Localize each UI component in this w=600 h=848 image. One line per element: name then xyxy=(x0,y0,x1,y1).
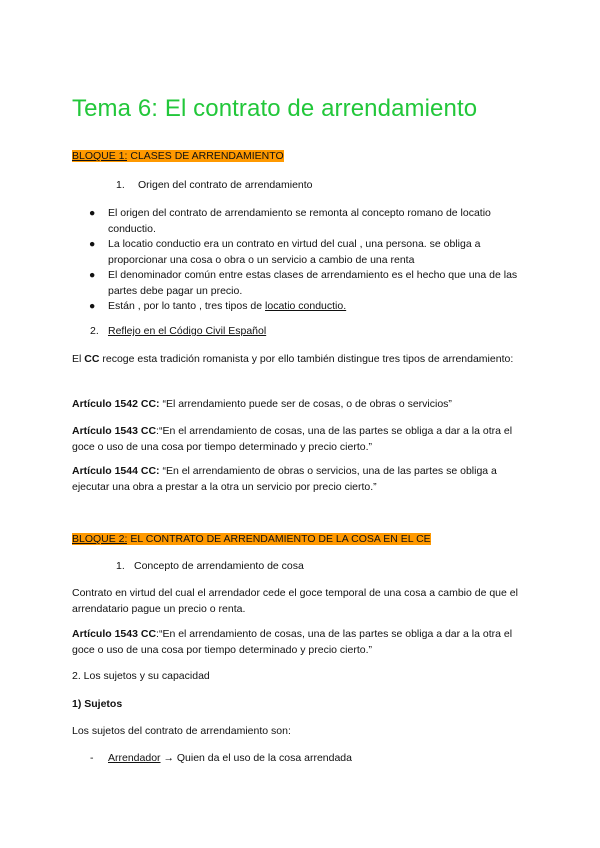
article-label: Artículo 1544 CC: xyxy=(72,465,160,477)
bloque2-tag: BLOQUE 2: xyxy=(72,533,128,545)
bullet-icon: ● xyxy=(89,300,96,312)
cc-pre: El xyxy=(72,353,85,365)
item2-1-label: Concepto de arrendamiento de cosa xyxy=(134,560,304,572)
arrendador-item xyxy=(108,751,352,765)
page-title: Tema 6: El contrato de arrendamiento xyxy=(72,95,478,122)
bloque2-title: EL CONTRATO DE ARRENDAMIENTO DE LA COSA EN EL CE xyxy=(127,533,431,545)
item2-1-number: 1. xyxy=(116,560,125,572)
article-label: Artículo 1542 CC: xyxy=(72,398,160,410)
bloque1-tag: BLOQUE 1: xyxy=(72,150,128,162)
bullet-text: El origen del contrato de arrendamiento se remonta al concepto romano de locatio conductio. xyxy=(108,207,491,235)
list-item xyxy=(72,299,532,315)
concept-paragraph: Contrato en virtud del cual el arrendador cede el goce temporal de una cosa a cambio de que el arrendatario pague un precio o renta. xyxy=(72,587,518,615)
origin-bullet-list xyxy=(72,206,532,315)
sujetos-subheading: 1) Sujetos xyxy=(72,698,123,710)
list-item xyxy=(72,268,532,299)
list-item xyxy=(72,206,532,237)
cc-bold: CC xyxy=(84,353,100,365)
arrendador-definition: → Quien da el uso de la cosa arrendada xyxy=(160,752,352,764)
bullet-text: La locatio conductio era un contrato en virtud del cual , una persona. se obliga a proporcionar una cosa o obra o un servicio a cambio de una renta xyxy=(108,238,481,266)
list-item xyxy=(72,237,532,268)
bloque2-heading xyxy=(72,532,431,546)
locatio-conductio-link[interactable]: locatio conductio. xyxy=(265,300,347,312)
article-1543 xyxy=(72,424,532,455)
article-1543-repeat xyxy=(72,627,532,658)
article-1544 xyxy=(72,464,532,495)
dash-bullet-icon: - xyxy=(90,752,94,764)
bullet-icon: ● xyxy=(89,207,96,219)
cc-post: recoge esta tradición romanista y por ello también distingue tres tipos de arrendamiento: xyxy=(99,353,514,365)
article-label: Artículo 1543 CC xyxy=(72,628,157,640)
bloque1-title: CLASES DE ARRENDAMIENTO xyxy=(127,150,284,162)
article-1542 xyxy=(72,397,532,413)
bullet-icon: ● xyxy=(89,269,96,281)
arrendador-term: Arrendador xyxy=(108,752,161,764)
item1-number: 1. xyxy=(116,179,125,191)
bullet-text: El denominador común entre estas clases de arrendamiento es el hecho que una de las partes debe pagar un precio. xyxy=(108,269,518,297)
article-text: “En el arrendamiento de obras o servicios, una de las partes se obliga a ejecutar una obra a prestar a la otra un servicio por precio cierto.” xyxy=(72,465,497,493)
bullet-text: Están , por lo tanto , tres tipos de xyxy=(108,300,266,312)
article-text: “El arrendamiento puede ser de cosas, o de obras o servicios” xyxy=(159,398,452,410)
bullet-icon: ● xyxy=(89,238,96,250)
bloque1-heading xyxy=(72,149,284,163)
cc-paragraph xyxy=(72,352,532,368)
sujetos-intro: Los sujetos del contrato de arrendamiento son: xyxy=(72,725,291,737)
sujetos-heading: 2. Los sujetos y su capacidad xyxy=(72,670,210,682)
item2-label: Reflejo en el Código Civil Español xyxy=(108,325,267,337)
article-text: :“En el arrendamiento de cosas, una de las partes se obliga a dar a la otra el goce o uso de una cosa por tiempo determinado y precio cierto.” xyxy=(72,628,513,656)
article-text: :“En el arrendamiento de cosas, una de las partes se obliga a dar a la otra el goce o uso de una cosa por tiempo determinado y precio cierto.” xyxy=(72,425,513,453)
article-label: Artículo 1543 CC xyxy=(72,425,157,437)
item2-number: 2. xyxy=(90,325,99,337)
item1-label: Origen del contrato de arrendamiento xyxy=(138,179,313,191)
